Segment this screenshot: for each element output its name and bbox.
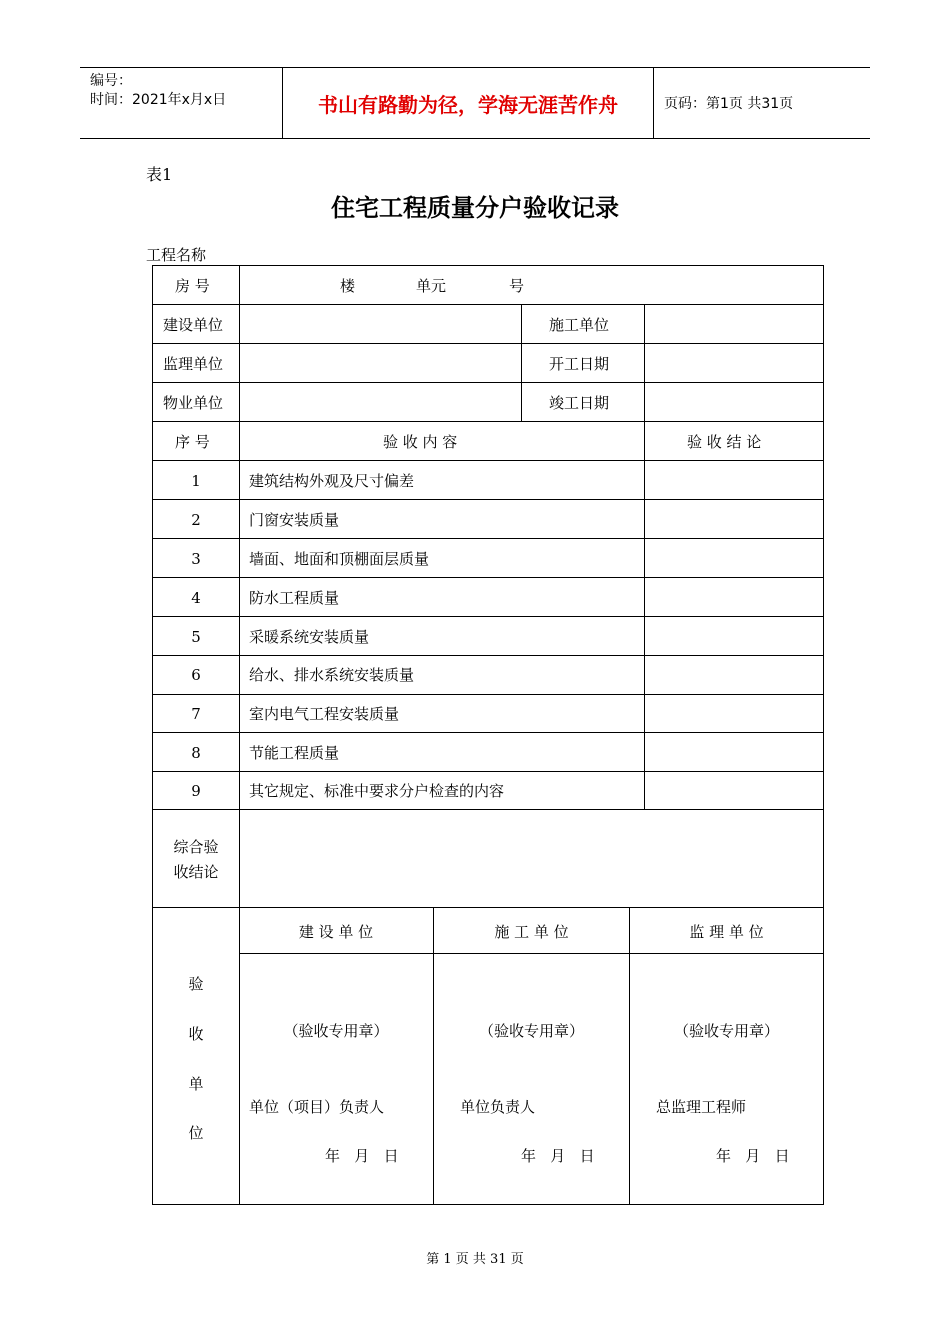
room-label: 房 号: [175, 277, 210, 295]
item-no: 5: [191, 628, 201, 646]
item-no: 6: [191, 666, 201, 684]
finish-date-label: 竣工日期: [549, 394, 610, 412]
sign-col-signer: 单位负责人: [460, 1098, 536, 1116]
item-text: 建筑结构外观及尺寸偏差: [249, 472, 415, 490]
construct-unit-label: 施工单位: [549, 316, 610, 334]
sign-col-date: 年 月 日: [521, 1147, 595, 1165]
header-motto: 书山有路勤为径，学海无涯苦作舟: [282, 68, 654, 138]
item-text: 给水、排水系统安装质量: [249, 666, 415, 684]
sign-col-date: 年 月 日: [716, 1147, 790, 1165]
page-footer: 第 1 页 共 31 页: [426, 1252, 524, 1267]
sign-col-seal: （验收专用章）: [283, 1022, 389, 1040]
build-unit-label: 建设单位: [163, 316, 224, 334]
number-suffix-label: 号: [509, 277, 525, 295]
start-date-label: 开工日期: [549, 355, 610, 373]
sign-col-header: 监 理 单 位: [689, 923, 764, 941]
page-header: [80, 67, 870, 139]
item-no: 1: [191, 472, 201, 490]
number-label: 编号：: [90, 73, 132, 89]
project-name-label: 工程名称: [146, 246, 207, 264]
supervise-unit-label: 监理单位: [163, 355, 224, 373]
conclusion-header: 验 收 结 论: [687, 433, 762, 451]
acceptance-form: [152, 265, 824, 1205]
page-title: 住宅工程质量分户验收记录: [331, 193, 619, 222]
accept-unit-char: 收: [188, 1025, 204, 1043]
accept-unit-char: 验: [188, 975, 204, 993]
item-no: 2: [191, 511, 201, 529]
sign-col-header: 建 设 单 位: [298, 923, 374, 941]
header-page-label: 页码：第1页 共31页: [664, 96, 794, 112]
accept-unit-char: 单: [188, 1075, 204, 1093]
item-no: 9: [191, 782, 201, 800]
item-text: 其它规定、标准中要求分户检查的内容: [249, 782, 505, 800]
property-unit-label: 物业单位: [163, 394, 224, 412]
item-no: 3: [191, 550, 201, 568]
summary-label-line2: 收结论: [173, 863, 219, 881]
sign-col-header: 施 工 单 位: [494, 923, 569, 941]
summary-label-line1: 综合验: [173, 838, 219, 856]
item-text: 节能工程质量: [249, 744, 340, 762]
item-text: 墙面、地面和顶棚面层质量: [249, 550, 430, 568]
sign-col-seal: （验收专用章）: [478, 1022, 584, 1040]
accept-unit-char: 位: [188, 1124, 204, 1142]
seq-header: 序 号: [175, 433, 210, 451]
item-text: 室内电气工程安装质量: [249, 705, 400, 723]
item-no: 4: [191, 589, 201, 607]
unit-label: 单元: [416, 277, 447, 295]
item-no: 8: [191, 744, 201, 762]
sign-col-seal: （验收专用章）: [673, 1022, 779, 1040]
item-text: 防水工程质量: [249, 589, 340, 607]
header-meta: [80, 68, 282, 138]
sign-col-signer: 总监理工程师: [656, 1098, 747, 1116]
sign-col-signer: 单位（项目）负责人: [249, 1098, 385, 1116]
item-no: 7: [191, 705, 201, 723]
sign-col-date: 年 月 日: [325, 1147, 399, 1165]
building-label: 楼: [340, 277, 356, 295]
time-label: 时间：2021年x月x日: [90, 92, 227, 108]
item-text: 采暖系统安装质量: [249, 628, 370, 646]
content-header: 验 收 内 容: [383, 433, 458, 451]
table-label: 表1: [146, 165, 173, 184]
item-text: 门窗安装质量: [249, 511, 340, 529]
